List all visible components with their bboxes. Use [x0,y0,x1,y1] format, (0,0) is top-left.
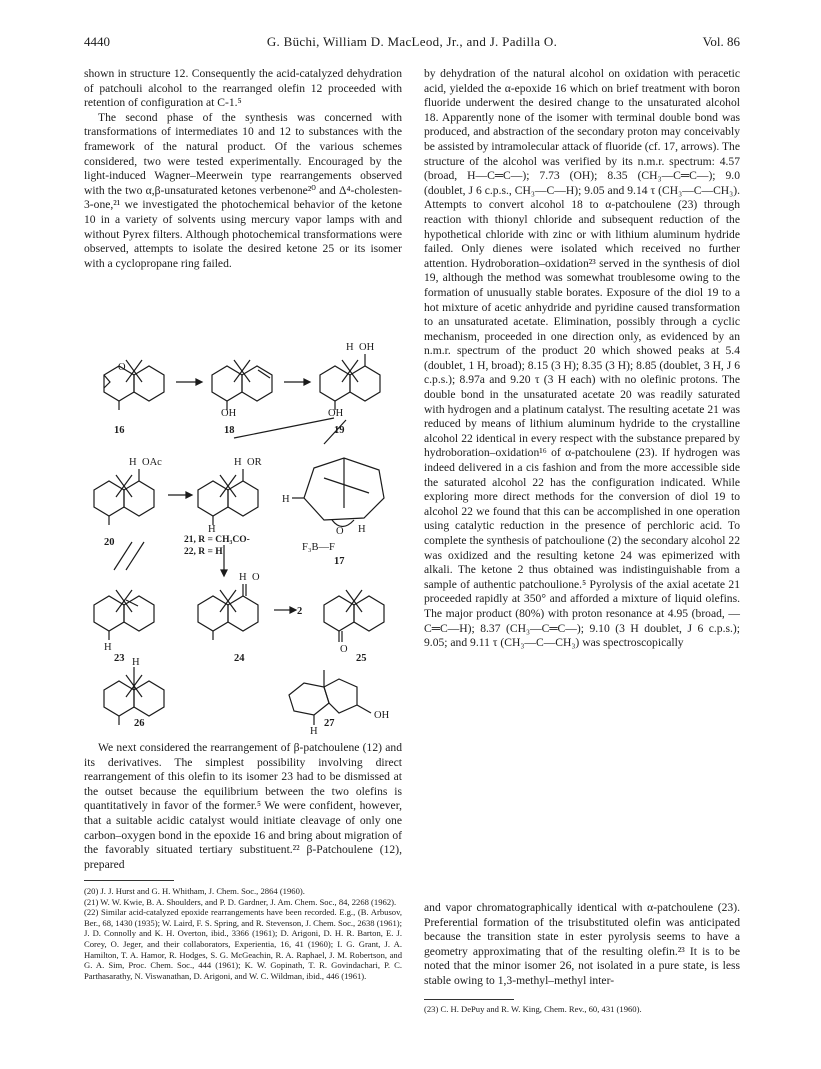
structure-18 [212,360,272,410]
footnote: (22) Similar acid-catalyzed epoxide rearrangements have been recorded. E.g., (B. Arbusov, Ber., 68, 1430 (1935); W. Laird, F. S. Spring, and R. Stevenson, J. Chem. Soc., 2638 (1961); J. D. Connolly and K. H. Overton, ibid., 3366 (1961); D. Arigoni, D. H. R. Barton, E. J. Corey, O. Jeger, and their collaborators, Experientia, 16, 41 (1960); I. G. Grant, J. A. Hamilton, T. A. Hamor, R. Hodges, S. G. McGeachin, R. A. Raphael, J. M. Robertson, and G. A. Sim, Proc. Chem. Soc., 444 (1961); K. W. Gopinath, T. R. Govindachari, P. C. Parthasarathy, N. Viswanathan, D. Arigoni, and W. C. Wildman, ibid., 446 (1961). [84,907,402,981]
paragraph: and vapor chromatographically identical with α-patchoulene (23). Preferential formation of the trisubstituted olefin was anticipated because the transition state in ester pyrolysis seems to have a geometry approximating that of the resulting olefin.²³ It is to be noted that the minor isomer 26, not isolated in a pure state, is less stable owing to 1,3-methyl–methyl inter- [424,901,740,987]
structure-27 [289,670,371,725]
acetoxy-label: OAc [142,457,162,468]
or-group-label: OR [247,457,262,468]
compound-label-16: 16 [114,425,125,436]
structure-17 [292,458,384,527]
compound-label-2: 2 [297,606,303,617]
hydrogen-label: H [346,342,354,353]
structure-19 [320,354,380,410]
compound-label-24: 24 [234,653,245,664]
epoxide-oxygen-label: O [118,362,126,373]
compound-label-20: 20 [104,537,115,548]
paragraph: by dehydration of the natural alcohol on oxidation with peracetic acid, yielded the α-epoxide 16 which on brief treatment with boron fluoride underwent the desired change to the unsaturated alcohol 18. Apparently none of the isomer with terminal double bond was produced, and abstraction of the secondary proton may conceivably be assisted by intramolecular attack of fluoride (cf. 17, arrows). The structure of the alcohol was verified by its n.m.r. spectrum: 4.57 (broad, H—C═C—); 7.73 (OH); 8.35 (CH₃—C═C—); 9.0 (doublet, J 6 c.p.s., CH₃—C—H); 9.05 and 9.14 τ (CH₃—C—CH₃). Attempts to convert alcohol 18 to α-patchoulene (23) through reaction with thionyl chloride and subsequent reduction of the hypothetical chloride with zinc or with lithium aluminum hydride failed. Only dienes were isolated which received no further attention. Hydroboration–oxidation²³ served in the synthesis of diol 19, although the method was somewhat troublesome owing to the formation of unusually stable borates. Exposure of the diol 19 to a hot mixture of acetic anhydride and pyridine caused transformation to an unsaturated acetate. Elimination, possibly through a cyclic mechanism, proceeded in one direction only, as evidenced by an n.m.r. spectrum of the product 20 which showed peaks at 5.4 (doublet, 1 H, broad); 8.15 (3 H); 8.35 (3 H); 8.85 (doublet, 3 H, J 6 c.p.s.); 8.97a and 9.20 τ (3 H each) with no olefinic protons. The double bond in the unsaturated acetate 20 was readily saturated with hydrogen and a platinum catalyst. The resulting acetate 21 was reduced by means of lithium aluminum hydride to the crystalline alcohol 22 identical in every respect with the substance prepared by hydroboration–oxidation¹⁶ of α-patchoulene (23). If hydrogen was indeed delivered in a cis fashion and from the more accessible side the saturated alcohol 22 has the configuration indicated. While exploring more direct methods for the conversion of diol 19 to alcohol 22 we found that this can be accomplished in one operation using catalytic reduction in the presence of perchloric acid. To complete the synthesis of patchoulione (2) the secondary alcohol 22 was oxidized and the resulting ketone 24 was epimerized with alkali. The ketone 2 thus obtained was indistinguishable from a sample of authentic patchoulione.⁵ Pyrolysis of the axial acetate 21 proceeded rapidly at 350° and afforded a mixture of liquid olefins. The major product (80%) with proton resonance at 4.95 (broad, —C═C—H); 8.37 (CH₃—C═C—); 9.10 (3 H doublet, J 6 c.p.s.); 9.05; and 9.11 τ (CH₃—C—CH₃) was spectroscopically [424,67,740,650]
footnote: (23) C. H. DePuy and R. W. King, Chem. Rev., 60, 431 (1960). [424,1004,642,1014]
hydrogen-label: H [282,494,290,505]
hydrogen-label: H [132,657,140,668]
footnote: (21) W. W. Kwie, B. A. Shoulders, and P. D. Gardner, J. Am. Chem. Soc., 84, 2268 (1962). [84,896,397,907]
footnote: (20) J. J. Hurst and G. H. Whitham, J. Chem. Soc., 2864 (1960). [84,886,305,896]
paragraph: We next considered the rearrangement of β-patchoulene (12) and its derivatives. The simplest possibility involving direct rearrangement of this olefin to its isomer 23 had to be dismissed at the outset because the equilibrium between the two olefins is quantitatively in favor of the former.⁵ We were confident, however, that a suitable acidic catalyst would initiate cleavage of only one carbon–oxygen bond in the epoxide 16 and bring about migration of the favorably situated tertiary substituent.²² β-Patchoulene (12), prepared [84,741,402,871]
paragraph: shown in structure 12. Consequently the acid-catalyzed dehydration of patchouli alcohol to the rearranged olefin 12 proceeded with retention of configuration at C-1.⁵ [84,67,402,110]
compound-label-22: 22, R = H [184,547,223,557]
footnote-rule [84,880,174,881]
hydroxyl-label: OH [359,342,375,353]
left-column-top [84,67,402,271]
hydrogen-label: H [239,572,247,583]
compound-label-27: 27 [324,718,335,729]
oxygen-label: O [340,644,348,655]
page-number: 4440 [84,34,110,49]
reaction-scheme [84,320,402,737]
hydrogen-label: H [234,457,242,468]
boron-fluoride-label: F₃B—F [302,542,335,553]
structure-25 [324,590,384,642]
running-header [84,34,740,54]
compound-label-26: 26 [134,718,145,729]
hydrogen-label: H [129,457,137,468]
footnote-rule [424,999,514,1000]
right-column-bottom [424,901,740,989]
footnotes-left [84,886,402,981]
hydrogen-label: H [358,524,366,535]
structure-26 [104,667,164,725]
structure-20 [94,469,154,525]
volume-label: Vol. 86 [702,34,740,49]
hydrogen-label: H [208,524,216,535]
structure-21-22 [198,469,258,525]
structure-23 [94,590,154,640]
hydrogen-label: H [104,642,112,653]
footnotes-right [424,1004,740,1015]
compound-label-21: 21, R = CH₃CO- [184,535,250,545]
hydroxyl-label: OH [374,710,390,721]
hydroxyl-label: OH [328,408,344,419]
scheme-drawing [84,320,402,737]
compound-label-19: 19 [334,425,345,436]
structure-16 [104,360,164,410]
running-title: G. Büchi, William D. MacLeod, Jr., and J. Padilla O. [266,34,558,49]
oxygen-label: O [252,572,260,583]
paragraph: The second phase of the synthesis was concerned with transformations of intermediates 10 and 12 to substances with the framework of the natural product. Of the various schemes considered, two were tested experimentally. Encouraged by the light-induced Wagner–Meerwein type rearrangements observed with the two α,β-unsaturated ketones verbenone²⁰ and Δ⁴-cholesten-3-one,²¹ we investigated the photochemical behavior of the ketone 10 in a variety of solvents using mercury vapor lamps with and without Pyrex filters. Although photochemical transformations were observed, attempts to isolate the desired ketone 25 or its isomer with a cyclopropane ring failed. [84,110,402,270]
compound-label-17: 17 [334,556,345,567]
compound-label-18: 18 [224,425,235,436]
compound-label-23: 23 [114,653,125,664]
right-column-top [424,67,740,651]
structure-24 [198,584,258,640]
hydroxyl-label: OH [221,408,237,419]
left-column-bottom [84,741,402,872]
oxygen-label: O [336,526,344,537]
hydrogen-label: H [310,726,318,737]
compound-label-25: 25 [356,653,367,664]
